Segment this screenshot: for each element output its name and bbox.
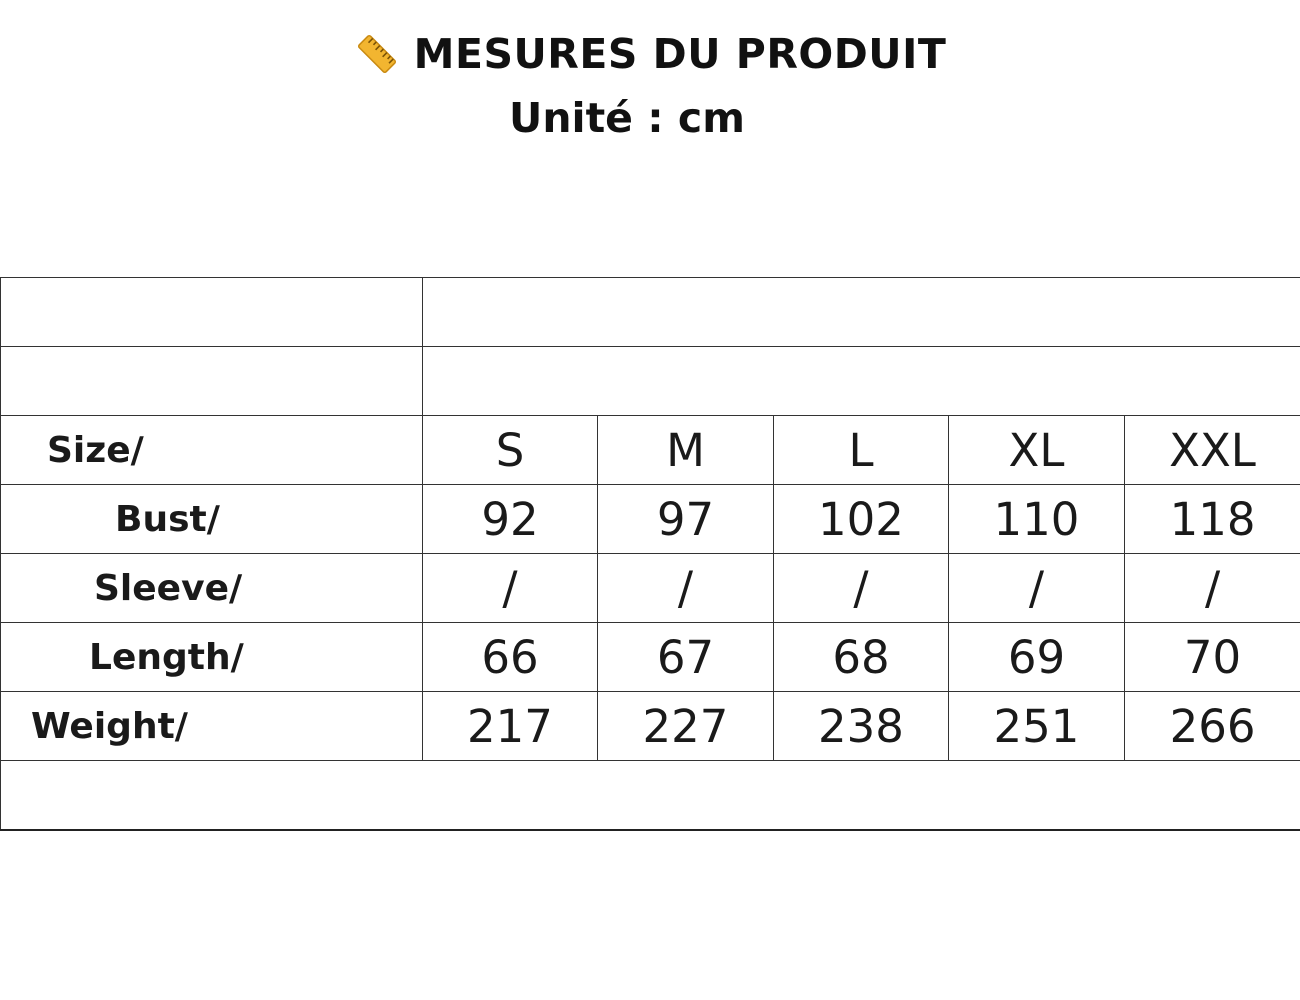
value-cell: / bbox=[949, 554, 1125, 623]
empty-label-cell bbox=[1, 278, 423, 347]
page-header bbox=[0, 24, 1300, 148]
value-cell: 68 bbox=[774, 623, 949, 692]
row-label-length: Length/ bbox=[1, 623, 423, 692]
empty-merged-cell bbox=[423, 278, 1300, 347]
table-row-size bbox=[1, 416, 1300, 485]
value-cell: 118 bbox=[1125, 485, 1300, 554]
value-cell: 97 bbox=[598, 485, 774, 554]
value-cell: / bbox=[774, 554, 949, 623]
size-cell: XL bbox=[949, 416, 1125, 485]
value-cell: 67 bbox=[598, 623, 774, 692]
size-cell: M bbox=[598, 416, 774, 485]
row-label-weight: Weight/ bbox=[1, 692, 423, 761]
value-cell: / bbox=[1125, 554, 1300, 623]
empty-label-cell bbox=[1, 347, 423, 416]
title-line bbox=[0, 24, 1300, 84]
value-cell: / bbox=[598, 554, 774, 623]
size-chart-table bbox=[0, 277, 1300, 831]
empty-footer-cell bbox=[1, 761, 1300, 831]
table-empty-row-1 bbox=[1, 278, 1300, 347]
value-cell: 70 bbox=[1125, 623, 1300, 692]
value-cell: 251 bbox=[949, 692, 1125, 761]
table-empty-row-bottom bbox=[1, 761, 1300, 831]
value-cell: / bbox=[423, 554, 598, 623]
value-cell: 66 bbox=[423, 623, 598, 692]
unit-label: Unité : cm bbox=[509, 94, 745, 142]
empty-merged-cell bbox=[423, 347, 1300, 416]
ruler-icon bbox=[354, 31, 400, 77]
row-label-size: Size/ bbox=[1, 416, 423, 485]
table-empty-row-2 bbox=[1, 347, 1300, 416]
value-cell: 227 bbox=[598, 692, 774, 761]
table-row-bust bbox=[1, 485, 1300, 554]
value-cell: 92 bbox=[423, 485, 598, 554]
row-label-sleeve: Sleeve/ bbox=[1, 554, 423, 623]
value-cell: 69 bbox=[949, 623, 1125, 692]
size-cell: S bbox=[423, 416, 598, 485]
value-cell: 266 bbox=[1125, 692, 1300, 761]
value-cell: 110 bbox=[949, 485, 1125, 554]
page-title: MESURES DU PRODUIT bbox=[413, 30, 947, 78]
value-cell: 102 bbox=[774, 485, 949, 554]
value-cell: 217 bbox=[423, 692, 598, 761]
table-row-sleeve bbox=[1, 554, 1300, 623]
table-row-weight bbox=[1, 692, 1300, 761]
table-row-length bbox=[1, 623, 1300, 692]
value-cell: 238 bbox=[774, 692, 949, 761]
size-cell: XXL bbox=[1125, 416, 1300, 485]
row-label-bust: Bust/ bbox=[1, 485, 423, 554]
size-cell: L bbox=[774, 416, 949, 485]
